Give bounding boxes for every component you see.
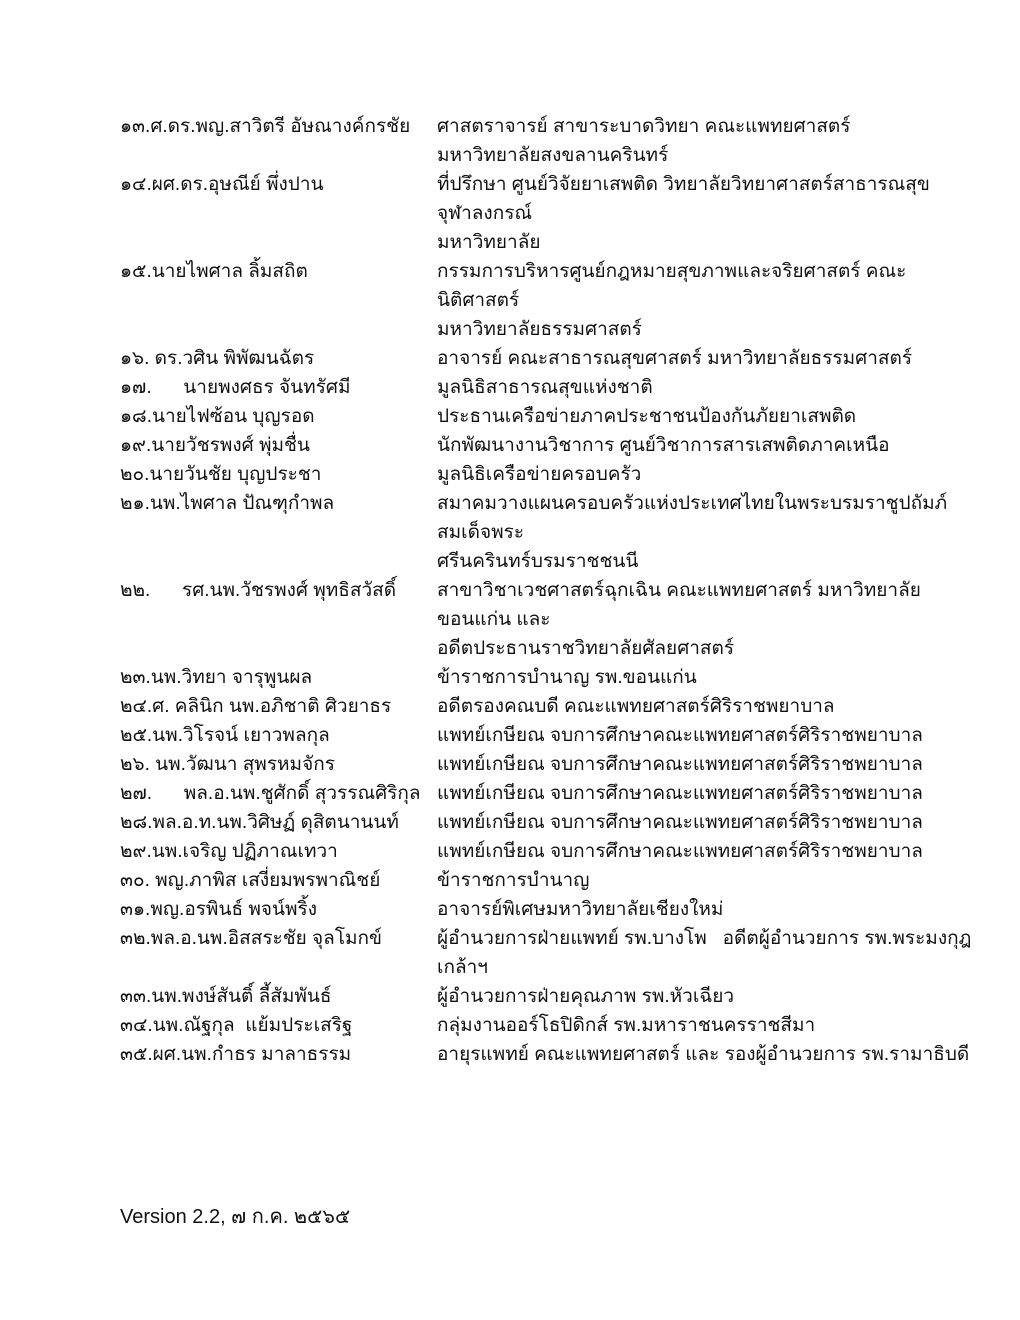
member-affiliation bbox=[437, 924, 986, 982]
affiliation-line: อดีตประธานราชวิทยาลัยศัลยศาสตร์ bbox=[437, 638, 735, 659]
affiliation-line: ข้าราชการบำนาญ bbox=[437, 870, 590, 891]
attendee-list bbox=[120, 112, 986, 1069]
member-name: ๒๑.นพ.ไพศาล ปัณฑุกำพล bbox=[120, 493, 335, 514]
affiliation-line: มหาวิทยาลัยธรรมศาสตร์ bbox=[437, 319, 642, 340]
member-name: ๑๖. ดร.วศิน พิพัฒนฉัตร bbox=[120, 348, 315, 369]
affiliation-line: มหาวิทยาลัย bbox=[437, 232, 541, 253]
affiliation-line: นักพัฒนางานวิชาการ ศูนย์วิชาการสารเสพติดภาคเหนือ bbox=[437, 435, 890, 456]
member-affiliation bbox=[437, 982, 986, 1011]
list-item bbox=[120, 112, 986, 170]
member-affiliation bbox=[437, 170, 986, 257]
member-name: ๓๑.พญ.อรพินธ์ พจน์พริ้ง bbox=[120, 899, 317, 920]
member-name: ๓๒.พล.อ.นพ.อิสสระชัย จุลโมกข์ bbox=[120, 928, 383, 949]
member-name: ๒๖. นพ.วัฒนา สุพรหมจักร bbox=[120, 754, 335, 775]
member-name: ๓๓.นพ.พงษ์สันติ์ ลี้สัมพันธ์ bbox=[120, 986, 332, 1007]
member-affiliation bbox=[437, 344, 986, 373]
member-name: ๑๙.นายวัชรพงศ์ พุ่มชื่น bbox=[120, 435, 310, 456]
version-footer: Version 2.2, ๗ ก.ค. ๒๕๖๕ bbox=[120, 1206, 351, 1228]
affiliation-line: กลุ่มงานออร์โธปิดิกส์ รพ.มหาราชนครราชสีมา bbox=[437, 1015, 816, 1036]
affiliation-line: มหาวิทยาลัยสงขลานครินทร์ bbox=[437, 145, 669, 166]
affiliation-line: กรรมการบริหารศูนย์กฎหมายสุขภาพและจริยศาสตร์ คณะนิติศาสตร์ bbox=[437, 261, 907, 311]
affiliation-line: แพทย์เกษียณ จบการศึกษาคณะแพทยศาสตร์ศิริราชพยาบาล bbox=[437, 783, 923, 804]
list-item bbox=[120, 489, 986, 576]
affiliation-line: ประธานเครือข่ายภาคประชาชนป้องกันภัยยาเสพติด bbox=[437, 406, 857, 427]
affiliation-line: แพทย์เกษียณ จบการศึกษาคณะแพทยศาสตร์ศิริราชพยาบาล bbox=[437, 754, 923, 775]
member-affiliation bbox=[437, 576, 986, 663]
list-item bbox=[120, 1040, 986, 1069]
member-name: ๒๘.พล.อ.ท.นพ.วิศิษฏ์ ดุสิตนานนท์ bbox=[120, 812, 399, 833]
affiliation-line: แพทย์เกษียณ จบการศึกษาคณะแพทยศาสตร์ศิริราชพยาบาล bbox=[437, 812, 923, 833]
member-name: ๑๕.นายไพศาล ลิ้มสถิต bbox=[120, 261, 308, 282]
affiliation-line: ที่ปรึกษา ศูนย์วิจัยยาเสพติด วิทยาลัยวิทยาศาสตร์สาธารณสุข จุฬาลงกรณ์ bbox=[437, 174, 936, 224]
list-item bbox=[120, 576, 986, 663]
member-name: ๒๓.นพ.วิทยา จารุพูนผล bbox=[120, 667, 313, 688]
list-item bbox=[120, 344, 986, 373]
affiliation-line: อาจารย์ คณะสาธารณสุขศาสตร์ มหาวิทยาลัยธรรมศาสตร์ bbox=[437, 348, 913, 369]
list-item bbox=[120, 866, 986, 895]
member-name: ๒๐.นายวันชัย บุญประชา bbox=[120, 464, 322, 485]
list-item bbox=[120, 692, 986, 721]
member-name: ๒๔.ศ. คลินิก นพ.อภิชาติ ศิวยาธร bbox=[120, 696, 392, 717]
member-name: ๑๗. นายพงศธร จันทรัศมี bbox=[120, 377, 351, 398]
member-name: ๓๐. พญ.ภาพิส เสงี่ยมพรพาณิชย์ bbox=[120, 870, 381, 891]
member-affiliation bbox=[437, 808, 986, 837]
member-affiliation bbox=[437, 112, 986, 170]
affiliation-line: ศรีนครินทร์บรมราชชนนี bbox=[437, 551, 639, 572]
member-affiliation bbox=[437, 663, 986, 692]
list-item bbox=[120, 982, 986, 1011]
list-item bbox=[120, 808, 986, 837]
member-name: ๒๗. พล.อ.นพ.ชูศักดิ์ สุวรรณศิริกุล bbox=[120, 783, 421, 804]
member-name: ๒๕.นพ.วิโรจน์ เยาวพลกุล bbox=[120, 725, 330, 746]
member-affiliation bbox=[437, 750, 986, 779]
member-affiliation bbox=[437, 837, 986, 866]
list-item bbox=[120, 895, 986, 924]
affiliation-line: ศาสตราจารย์ สาขาระบาดวิทยา คณะแพทยศาสตร์ bbox=[437, 116, 851, 137]
list-item bbox=[120, 721, 986, 750]
member-name: ๑๘.นายไฟซ้อน บุญรอด bbox=[120, 406, 315, 427]
list-item bbox=[120, 924, 986, 982]
member-name: ๓๕.ผศ.นพ.กำธร มาลาธรรม bbox=[120, 1044, 352, 1065]
list-item bbox=[120, 460, 986, 489]
list-item bbox=[120, 170, 986, 257]
affiliation-line: มูลนิธิสาธารณสุขแห่งชาติ bbox=[437, 377, 653, 398]
member-affiliation bbox=[437, 460, 986, 489]
member-affiliation bbox=[437, 895, 986, 924]
list-item bbox=[120, 402, 986, 431]
affiliation-line: แพทย์เกษียณ จบการศึกษาคณะแพทยศาสตร์ศิริราชพยาบาล bbox=[437, 725, 923, 746]
affiliation-line: ข้าราชการบำนาญ รพ.ขอนแก่น bbox=[437, 667, 697, 688]
member-affiliation bbox=[437, 431, 986, 460]
list-item bbox=[120, 1011, 986, 1040]
member-name: ๑๔.ผศ.ดร.อุษณีย์ พึ่งปาน bbox=[120, 174, 324, 195]
list-item bbox=[120, 431, 986, 460]
affiliation-line: มูลนิธิเครือข่ายครอบครัว bbox=[437, 464, 642, 485]
affiliation-line: สมาคมวางแผนครอบครัวแห่งประเทศไทยในพระบรมราชูปถัมภ์สมเด็จพระ bbox=[437, 493, 948, 543]
member-affiliation bbox=[437, 721, 986, 750]
affiliation-line: ผู้อำนวยการฝ่ายแพทย์ รพ.บางโพ อดีตผู้อำนวยการ รพ.พระมงกุฎเกล้าฯ bbox=[437, 928, 972, 978]
list-item bbox=[120, 750, 986, 779]
affiliation-line: อายุรแพทย์ คณะแพทยศาสตร์ และ รองผู้อำนวยการ รพ.รามาธิบดี bbox=[437, 1044, 970, 1065]
member-affiliation bbox=[437, 373, 986, 402]
affiliation-line: แพทย์เกษียณ จบการศึกษาคณะแพทยศาสตร์ศิริราชพยาบาล bbox=[437, 841, 923, 862]
member-affiliation bbox=[437, 779, 986, 808]
member-affiliation bbox=[437, 866, 986, 895]
list-item bbox=[120, 663, 986, 692]
list-item bbox=[120, 837, 986, 866]
member-name: ๑๓.ศ.ดร.พญ.สาวิตรี อัษณางค์กรชัย bbox=[120, 116, 411, 137]
affiliation-line: ผู้อำนวยการฝ่ายคุณภาพ รพ.หัวเฉียว bbox=[437, 986, 735, 1007]
member-name: ๓๔.นพ.ณัฐกุล แย้มประเสริฐ bbox=[120, 1015, 353, 1036]
affiliation-line: สาขาวิชาเวชศาสตร์ฉุกเฉิน คณะแพทยศาสตร์ มหาวิทยาลัยขอนแก่น และ bbox=[437, 580, 921, 630]
list-item bbox=[120, 779, 986, 808]
member-affiliation bbox=[437, 402, 986, 431]
member-affiliation bbox=[437, 1011, 986, 1040]
member-affiliation bbox=[437, 692, 986, 721]
member-name: ๒๙.นพ.เจริญ ปฏิภาณเทวา bbox=[120, 841, 338, 862]
affiliation-line: อาจารย์พิเศษมหาวิทยาลัยเชียงใหม่ bbox=[437, 899, 724, 920]
list-item bbox=[120, 373, 986, 402]
member-affiliation bbox=[437, 489, 986, 576]
member-affiliation bbox=[437, 257, 986, 344]
affiliation-line: อดีตรองคณบดี คณะแพทยศาสตร์ศิริราชพยาบาล bbox=[437, 696, 835, 717]
list-item bbox=[120, 257, 986, 344]
member-affiliation bbox=[437, 1040, 986, 1069]
member-name: ๒๒. รศ.นพ.วัชรพงศ์ พุทธิสวัสดิ์ bbox=[120, 580, 397, 601]
